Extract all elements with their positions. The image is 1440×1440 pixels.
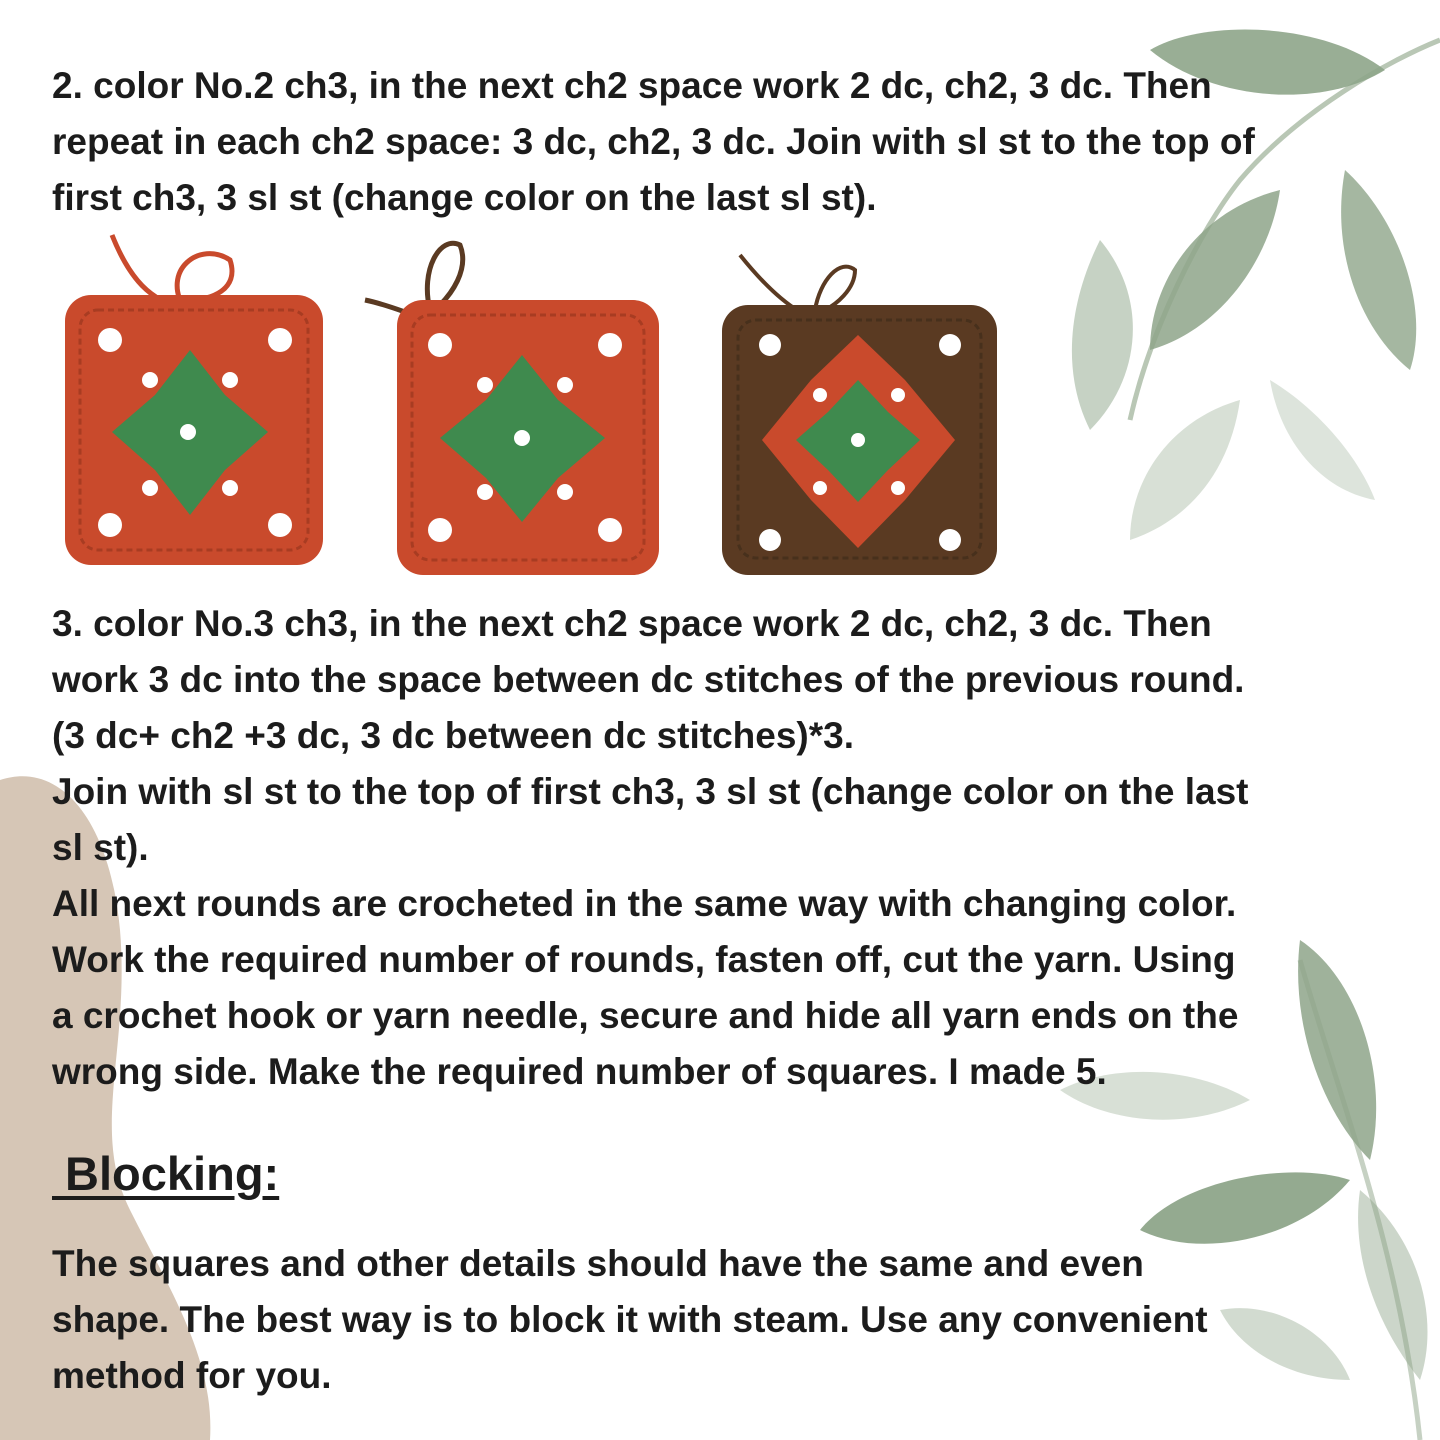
granny-square-photo-2: [365, 243, 659, 575]
blocking-instructions: The squares and other details should have the same and even shape. The best way is to block it with steam. Use any convenient method for you.: [52, 1243, 1208, 1396]
blocking-heading: Blocking:: [52, 1147, 280, 1200]
granny-square-photo-1: [65, 235, 323, 565]
granny-square-photo-3: [722, 255, 997, 575]
step-3-instructions: 3. color No.3 ch3, in the next ch2 space work 2 dc, ch2, 3 dc. Then work 3 dc into the space between dc stitches of the previous round. (3 dc+ ch2 +3 dc, 3 dc between dc stitches)*3. Join with sl st to the top of first ch3, 3 sl st (change color on the last sl st). All next rounds are crocheted in the same way with changing color. Work the required number of rounds, fasten off, cut the yarn. Using a crochet hook or yarn needle, secure and hide all yarn ends on the wrong side. Make the required number of squares. I made 5.: [52, 603, 1249, 1092]
step-2-instructions: 2. color No.2 ch3, in the next ch2 space work 2 dc, ch2, 3 dc. Then repeat in each ch2 space: 3 dc, ch2, 3 dc. Join with sl st to the top of first ch3, 3 sl st (change color on the last sl st).: [52, 65, 1255, 218]
granny-square-photos: [0, 0, 1440, 600]
